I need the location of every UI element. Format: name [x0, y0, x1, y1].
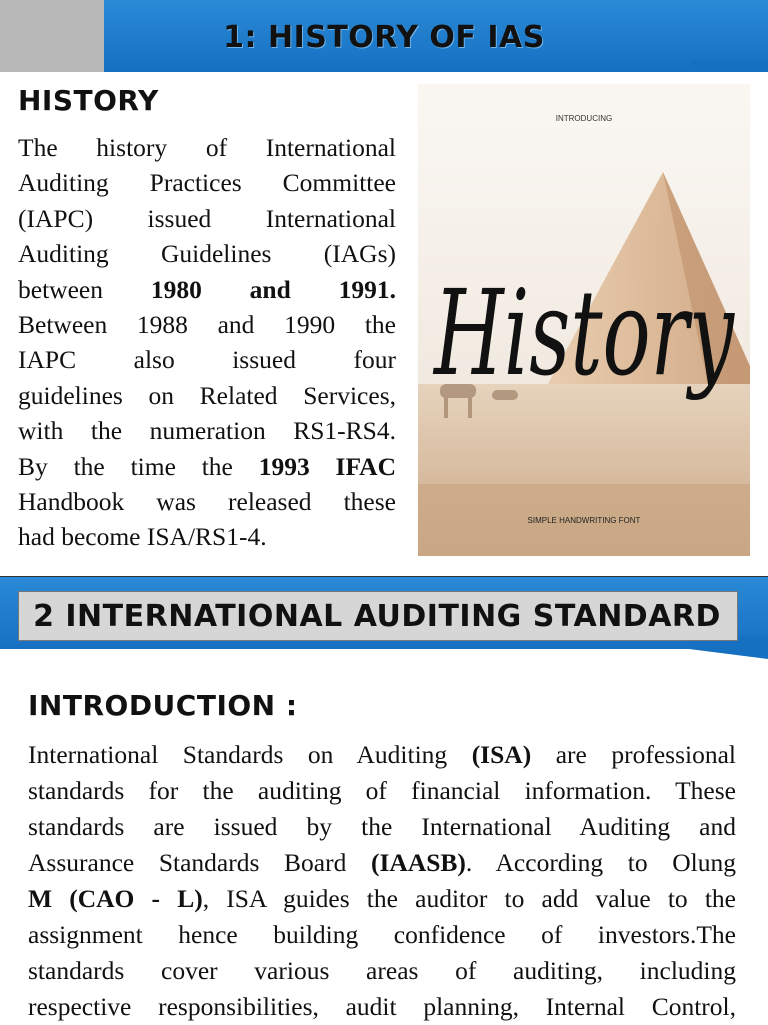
text-run: with the numeration RS1-RS4. [18, 416, 396, 446]
paragraph-line [18, 342, 396, 377]
section-heading: HISTORY [18, 84, 159, 117]
text-run: Handbook was released these [18, 487, 396, 517]
header-gray-block [0, 0, 104, 72]
paragraph-line [18, 413, 396, 448]
paragraph-line [18, 130, 396, 165]
paragraph-line [28, 953, 736, 989]
bold-text: (ISA) [471, 740, 532, 769]
paragraph-line [28, 809, 736, 845]
text-run: are professional [531, 740, 737, 769]
paragraph-line [18, 378, 396, 413]
paragraph-line [18, 236, 396, 271]
paragraph-line [28, 881, 736, 917]
section-heading: INTRODUCTION : [28, 689, 298, 722]
text-run: The history of International [18, 133, 396, 162]
history-image [418, 84, 750, 556]
bold-text: (IAASB) [370, 848, 466, 877]
paragraph-line [28, 989, 736, 1025]
text-run: guidelines on Related Services, [18, 380, 396, 410]
slide-title: 2 INTERNATIONAL AUDITING STANDARD [33, 599, 721, 634]
text-run: , ISA guides the auditor to add value to the [202, 884, 736, 913]
paragraph-line [28, 917, 736, 953]
image-caption-top: INTRODUCING [555, 114, 613, 123]
introduction-paragraph [28, 737, 736, 1025]
text-run: standards are issued by the International Auditing and [28, 812, 736, 841]
paragraph-line [18, 519, 396, 554]
text-run: Between 1988 and 1990 the [18, 310, 396, 340]
text-run: standards for the auditing of financial information. These [28, 776, 736, 805]
history-paragraph [18, 130, 396, 555]
paragraph-line [28, 773, 736, 809]
text-run: Assurance Standards Board [28, 848, 371, 877]
paragraph-line [18, 307, 396, 342]
text-run: respective responsibilities, audit planning, Internal Control, [28, 992, 736, 1021]
text-run: assignment hence building confidence of investors.The [28, 920, 736, 949]
text-run: had become ISA/RS1-4. [18, 522, 267, 552]
bold-text: M (CAO - L) [28, 884, 203, 913]
paragraph-line [18, 201, 396, 236]
paragraph-line [18, 272, 396, 307]
text-run: between [18, 274, 151, 304]
text-run: . According to Olung [465, 848, 736, 877]
paragraph-line [28, 845, 736, 881]
image-script-word: History [432, 264, 735, 402]
history-illustration [418, 84, 750, 556]
text-run: Auditing Guidelines (IAGs) [18, 239, 396, 269]
paragraph-line [18, 449, 396, 484]
image-caption-bottom: SIMPLE HANDWRITING FONT [527, 516, 641, 525]
text-run: (IAPC) issued International [18, 203, 396, 233]
text-run: By the time the [18, 451, 259, 481]
slide-international-auditing-standard [0, 576, 768, 1025]
bold-text: 1980 and 1991. [150, 274, 396, 304]
text-run: Auditing Practices Committee [18, 168, 396, 198]
text-run: standards cover various areas of auditing, including [28, 956, 736, 985]
paragraph-line [18, 165, 396, 200]
paragraph-line [28, 737, 736, 773]
bold-text: 1993 IFAC [258, 451, 396, 481]
paragraph-line [18, 484, 396, 519]
text-run: International Standards on Auditing [28, 740, 472, 769]
slide-title: 1: HISTORY OF IAS [223, 20, 545, 55]
text-run: IAPC also issued four [18, 345, 396, 375]
